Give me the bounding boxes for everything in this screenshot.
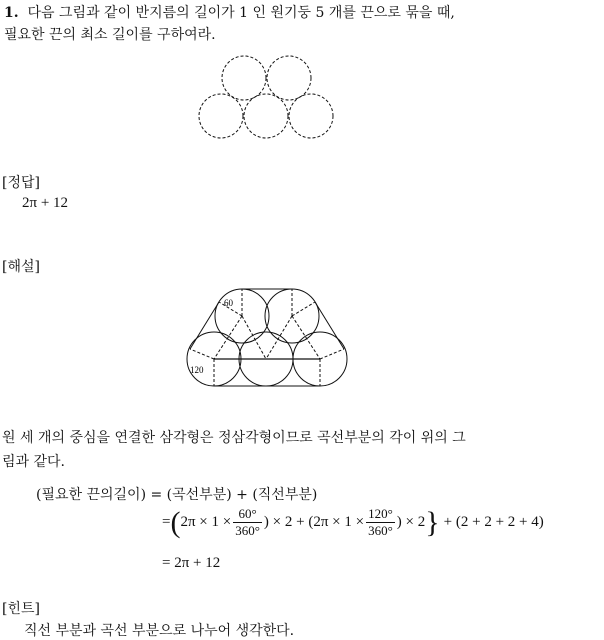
problem-number: 1. [4,5,19,21]
answer-label: [정답] [2,175,40,191]
equation-line-2: = ( 2π × 1 × $\frac{60^\circ}{360^\circ}$ ) × 2 + (2π × 1 × $\frac{120^\circ}{360^\circ}$ ) × 2 } + (2 + 2 + 2 + 4) [162,505,544,539]
band-right [315,302,344,349]
angle-label-120: 120 [190,365,204,375]
solution-circle [293,332,347,386]
problem-statement [4,2,455,22]
solution-text-1: 원 세 개의 중심을 연결한 삼각형은 정삼각형이므로 곡선부분의 각이 위의 그 [2,430,466,446]
figure-circle [267,56,311,100]
solution-circle [187,332,241,386]
figure-circle [222,56,266,100]
figure-circle [289,94,333,138]
fraction-60: $\frac{60^\circ}{360^\circ}$ [235,506,260,538]
problem-line-1: 다음 그림과 같이 반지름의 길이가 1 인 원기둥 5 개를 끈으로 묶을 때, [27,5,455,21]
band-left [190,302,219,349]
equation-line-3: = 2π + 12 [162,555,221,571]
solution-label: [해설] [2,259,40,275]
left-brace: ( [170,505,181,539]
figure-circle [244,94,288,138]
solution-circle [215,289,269,343]
hint-label: [힌트] [2,601,40,617]
answer-value: 2π + 12 [22,195,69,211]
figure-circle [199,94,243,138]
solution-circle [265,289,319,343]
equation-line-1: (필요한 끈의길이) = (곡선부분) + (직선부분) [36,487,318,503]
problem-line-2: 필요한 끈의 최소 길이를 구하여라. [4,27,216,43]
fraction-120: $\frac{120^\circ}{360^\circ}$ [368,506,393,538]
right-brace: } [425,505,440,539]
hint-text: 직선 부분과 곡선 부분으로 나누어 생각한다. [24,623,295,639]
solution-circle [239,332,293,386]
solution-text-2: 림과 같다. [2,454,65,470]
angle-label-60: 60 [224,298,233,308]
